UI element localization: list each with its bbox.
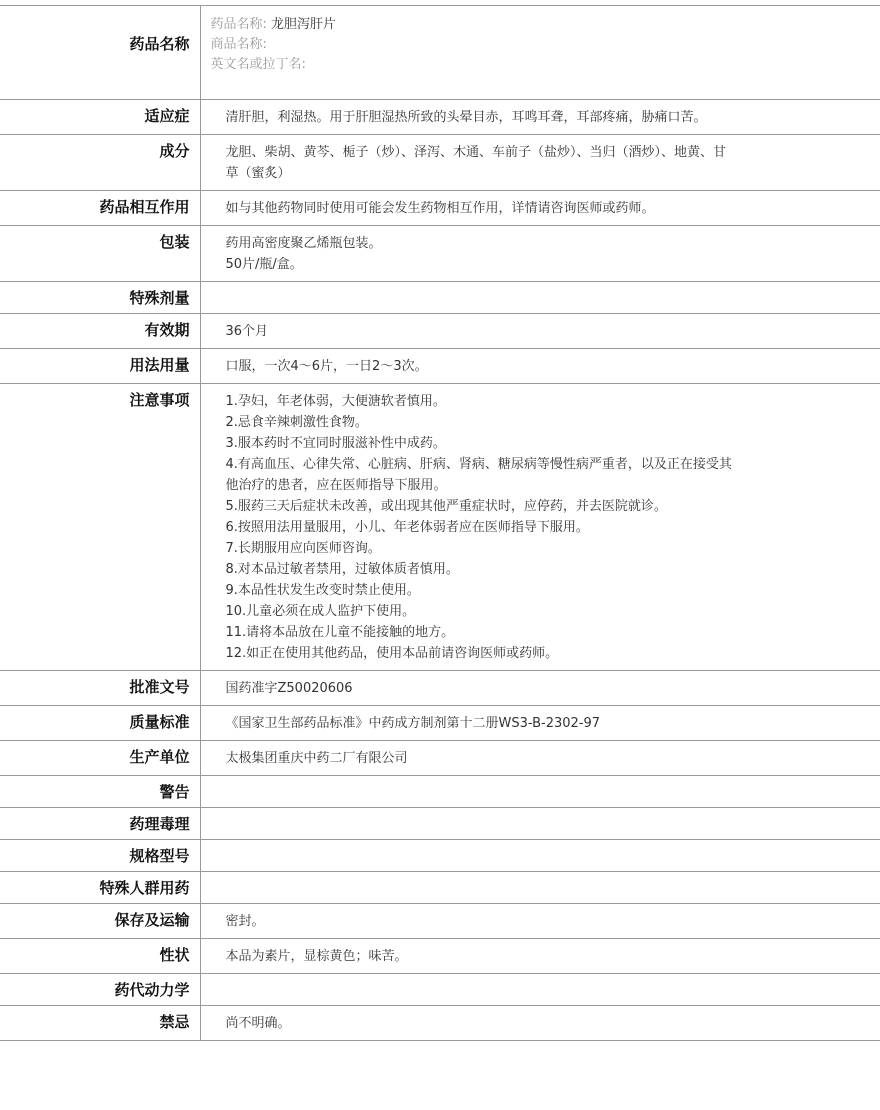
row-label: 用法用量 <box>0 349 200 384</box>
value-line: 龙胆、柴胡、黄芩、栀子（炒）、泽泻、木通、车前子（盐炒）、当归（酒炒）、地黄、甘 <box>225 145 727 160</box>
row-pharmacokinetics <box>0 974 880 1006</box>
drug-name-value: 龙胆泻肝片 <box>271 17 337 32</box>
row-value <box>200 191 880 226</box>
row-pharmacology-toxicology <box>0 808 880 840</box>
value-line: 《国家卫生部药品标准》中药成方制剂第十二册WS3-B-2302-97 <box>225 716 601 731</box>
row-ingredients <box>0 135 880 191</box>
row-value <box>200 939 880 974</box>
row-label: 批准文号 <box>0 671 200 706</box>
row-label: 规格型号 <box>0 840 200 872</box>
row-storage-transport <box>0 904 880 939</box>
row-label: 成分 <box>0 135 200 191</box>
value-line: 4.有高血压、心律失常、心脏病、肝病、肾病、糖尿病等慢性病严重者，以及正在接受其 <box>225 457 732 472</box>
row-value <box>200 226 880 282</box>
row-label: 警告 <box>0 776 200 808</box>
row-label: 适应症 <box>0 100 200 135</box>
value-line: 1.孕妇，年老体弱，大便溏软者慎用。 <box>225 394 446 409</box>
row-special-population <box>0 872 880 904</box>
row-value <box>200 282 880 314</box>
value-line: 国药准字Z50020606 <box>225 681 353 696</box>
row-manufacturer <box>0 741 880 776</box>
row-special-dosage <box>0 282 880 314</box>
row-contraindications <box>0 1006 880 1041</box>
value-line: 药用高密度聚乙烯瓶包装。 <box>225 236 382 251</box>
row-appearance <box>0 939 880 974</box>
row-label: 注意事项 <box>0 384 200 671</box>
row-label: 特殊剂量 <box>0 282 200 314</box>
value-line: 6.按照用法用量服用，小儿、年老体弱者应在医师指导下服用。 <box>225 520 589 535</box>
row-interactions <box>0 191 880 226</box>
value-line: 3.服本药时不宜同时服滋补性中成药。 <box>225 436 446 451</box>
drug-name-line <box>211 15 880 35</box>
value-line: 如与其他药物同时使用可能会发生药物相互作用，详情请咨询医师或药师。 <box>225 201 655 216</box>
drug-info-table <box>0 5 880 1041</box>
value-line: 5.服药三天后症状未改善，或出现其他严重症状时，应停药，并去医院就诊。 <box>225 499 667 514</box>
row-label: 药代动力学 <box>0 974 200 1006</box>
row-value <box>200 706 880 741</box>
value-line: 50片/瓶/盒。 <box>225 257 303 272</box>
value-line: 太极集团重庆中药二厂有限公司 <box>225 751 408 766</box>
value-line: 10.儿童必须在成人监护下使用。 <box>225 604 416 619</box>
row-label: 药品名称 <box>0 6 200 100</box>
english-name-label: 英文名或拉丁名: <box>210 57 306 72</box>
row-packaging <box>0 226 880 282</box>
row-value <box>200 808 880 840</box>
value-line: 9.本品性状发生改变时禁止使用。 <box>225 583 420 598</box>
row-usage <box>0 349 880 384</box>
row-label: 生产单位 <box>0 741 200 776</box>
value-line: 2.忌食辛辣刺激性食物。 <box>225 415 368 430</box>
value-line: 密封。 <box>225 914 265 929</box>
trade-name-label: 商品名称: <box>210 37 267 52</box>
row-value <box>200 135 880 191</box>
row-value <box>200 1006 880 1041</box>
value-line: 清肝胆，利湿热。用于肝胆湿热所致的头晕目赤，耳鸣耳聋，耳部疼痛，胁痛口苦。 <box>225 110 707 125</box>
row-value <box>200 314 880 349</box>
row-label: 禁忌 <box>0 1006 200 1041</box>
value-line: 草（蜜炙） <box>225 166 291 181</box>
row-value <box>200 349 880 384</box>
row-label: 保存及运输 <box>0 904 200 939</box>
row-value <box>200 384 880 671</box>
row-quality-standard <box>0 706 880 741</box>
value-line: 8.对本品过敏者禁用，过敏体质者慎用。 <box>225 562 459 577</box>
row-value <box>200 741 880 776</box>
row-label: 药品相互作用 <box>0 191 200 226</box>
row-approval-number <box>0 671 880 706</box>
name-block <box>200 6 880 100</box>
value-line: 本品为素片，显棕黄色；味苦。 <box>225 949 408 964</box>
row-label: 特殊人群用药 <box>0 872 200 904</box>
row-label: 性状 <box>0 939 200 974</box>
row-specification <box>0 840 880 872</box>
row-indication <box>0 100 880 135</box>
drug-name-label: 药品名称: <box>210 17 267 32</box>
row-label: 包装 <box>0 226 200 282</box>
row-value <box>200 872 880 904</box>
row-value <box>200 100 880 135</box>
row-value <box>200 974 880 1006</box>
value-line: 口服，一次4～6片，一日2～3次。 <box>225 359 428 374</box>
row-validity <box>0 314 880 349</box>
row-value <box>200 671 880 706</box>
row-warning <box>0 776 880 808</box>
row-label: 质量标准 <box>0 706 200 741</box>
value-line: 7.长期服用应向医师咨询。 <box>225 541 381 556</box>
row-drug-name <box>0 6 880 100</box>
row-label: 有效期 <box>0 314 200 349</box>
row-value <box>200 840 880 872</box>
row-value <box>200 776 880 808</box>
value-line: 36个月 <box>225 324 269 339</box>
value-line: 他治疗的患者，应在医师指导下服用。 <box>225 478 447 493</box>
row-label: 药理毒理 <box>0 808 200 840</box>
value-line: 尚不明确。 <box>225 1016 291 1031</box>
value-line: 12.如正在使用其他药品，使用本品前请咨询医师或药师。 <box>225 646 559 661</box>
value-line: 11.请将本品放在儿童不能接触的地方。 <box>225 625 455 640</box>
row-value <box>200 904 880 939</box>
row-precautions <box>0 384 880 671</box>
